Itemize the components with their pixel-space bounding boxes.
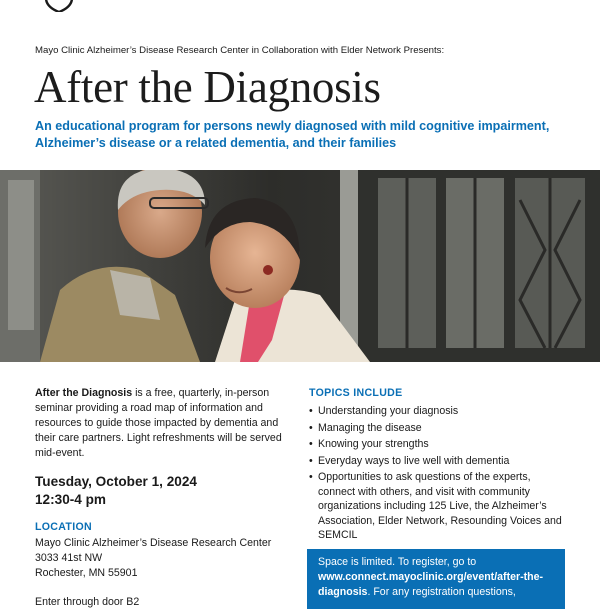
location-heading: LOCATION bbox=[35, 521, 92, 533]
program-subtitle: An educational program for persons newly diagnosed with mild cognitive impairment, Alzheimer’s disease or a related dementia, and their families bbox=[35, 119, 550, 150]
location-line: Mayo Clinic Alzheimer’s Disease Research Center bbox=[35, 537, 272, 549]
details-column bbox=[35, 386, 285, 610]
topics-column bbox=[309, 386, 569, 545]
topic-item: • Knowing your strengths bbox=[309, 437, 569, 452]
registration-outro: . For any registration questions, bbox=[367, 586, 516, 598]
event-time: 12:30-4 pm bbox=[35, 492, 107, 507]
topics-list bbox=[309, 404, 569, 543]
presents-line: Mayo Clinic Alzheimer’s Disease Research Center in Collaboration with Elder Network Presents: bbox=[35, 45, 445, 56]
event-date: Tuesday, October 1, 2024 bbox=[35, 474, 197, 489]
page-title: After the Diagnosis bbox=[34, 62, 381, 112]
topic-item: • Opportunities to ask questions of the experts, connect with others, and visit with community organizations including 125 Live, the Alzheimer’s Association, Elder Network, Resounding Voices and SEMCIL bbox=[309, 470, 569, 543]
topic-item: • Managing the disease bbox=[309, 421, 569, 436]
description-text: is a free, quarterly, in-person seminar providing a road map of information and resources to guide those impacted by dementia and their care partners. Light refreshments will be served mid-event. bbox=[35, 387, 282, 459]
location-line: 3033 41st NW bbox=[35, 552, 103, 564]
registration-box bbox=[307, 549, 565, 609]
elderly-couple-photo bbox=[0, 170, 600, 362]
topic-item: • Understanding your diagnosis bbox=[309, 404, 569, 419]
mayo-clinic-shield-logo bbox=[44, 0, 74, 12]
program-description bbox=[35, 386, 285, 461]
topics-heading: TOPICS INCLUDE bbox=[309, 387, 403, 399]
registration-intro: Space is limited. To register, go to bbox=[318, 556, 477, 568]
program-name: After the Diagnosis bbox=[35, 387, 133, 399]
topic-item: • Everyday ways to live well with dementia bbox=[309, 454, 569, 469]
entrance-note: Enter through door B2 bbox=[35, 596, 140, 608]
location-line: Rochester, MN 55901 bbox=[35, 567, 138, 579]
registration-link[interactable]: www.connect.mayoclinic.org/event/after-the-diagnosis bbox=[318, 571, 544, 598]
